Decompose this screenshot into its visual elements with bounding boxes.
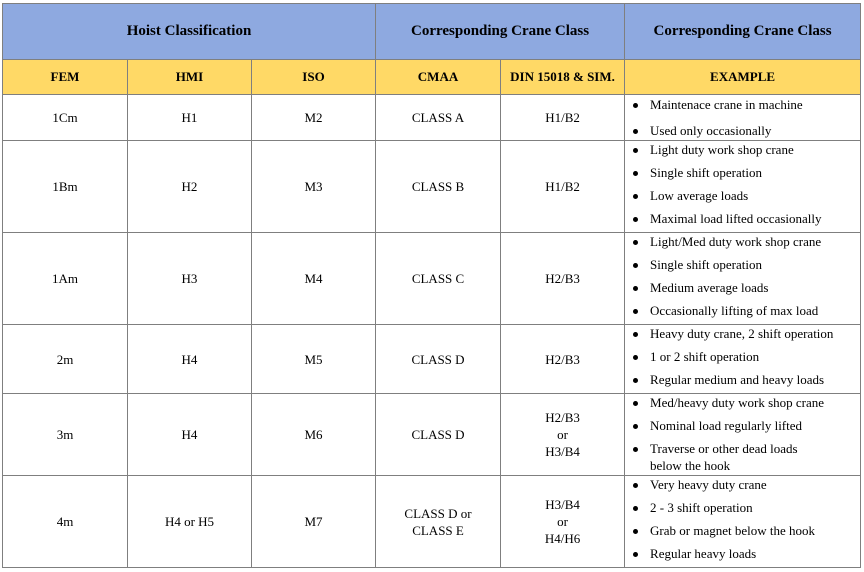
column-header-example: EXAMPLE	[625, 60, 861, 95]
cell-din	[501, 394, 625, 476]
cell-hmi: H3	[128, 233, 252, 325]
cmaa-line: CLASS D or	[404, 505, 472, 521]
column-header-fem: FEM	[3, 60, 128, 95]
list-item: Regular heavy loads	[633, 546, 860, 562]
cell-iso: M3	[252, 141, 376, 233]
cell-cmaa: CLASS D	[376, 325, 501, 394]
cell-example	[625, 233, 861, 325]
din-line: H3/B4	[545, 444, 580, 459]
list-item: Light duty work shop crane	[633, 142, 860, 158]
list-item: Low average loads	[633, 188, 860, 204]
cell-cmaa: CLASS C	[376, 233, 501, 325]
cell-cmaa: CLASS B	[376, 141, 501, 233]
list-item: Single shift operation	[633, 165, 860, 181]
cell-iso: M7	[252, 476, 376, 568]
table-row	[3, 476, 861, 568]
list-item-continuation: below the hook	[650, 458, 731, 473]
cell-example	[625, 95, 861, 141]
list-item: Heavy duty crane, 2 shift operation	[633, 326, 860, 342]
crane-class-example-header: Corresponding Crane Class	[625, 4, 861, 60]
cell-iso: M4	[252, 233, 376, 325]
table-row	[3, 233, 861, 325]
cell-fem: 1Am	[3, 233, 128, 325]
din-line: H2/B3	[545, 410, 580, 425]
list-item: 1 or 2 shift operation	[633, 349, 860, 365]
crane-class-header: Corresponding Crane Class	[376, 4, 625, 60]
din-line: or	[557, 514, 568, 529]
crane-classification-table	[2, 3, 861, 568]
list-item: Very heavy duty crane	[633, 477, 860, 493]
din-line: or	[557, 427, 568, 442]
list-item: Med/heavy duty work shop crane	[633, 395, 860, 411]
cell-fem: 2m	[3, 325, 128, 394]
cell-iso: M5	[252, 325, 376, 394]
column-header-din: DIN 15018 & SIM.	[501, 60, 625, 95]
table-row	[3, 325, 861, 394]
cell-hmi: H4	[128, 394, 252, 476]
cell-cmaa	[376, 476, 501, 568]
list-item: Maximal load lifted occasionally	[633, 211, 860, 227]
list-item: Nominal load regularly lifted	[633, 418, 860, 434]
cell-din: H2/B3	[501, 325, 625, 394]
cell-cmaa: CLASS A	[376, 95, 501, 141]
cell-hmi: H1	[128, 95, 252, 141]
list-item: Grab or magnet below the hook	[633, 523, 860, 539]
cell-din	[501, 476, 625, 568]
list-item: Medium average loads	[633, 280, 860, 296]
list-item: Single shift operation	[633, 257, 860, 273]
cell-din: H1/B2	[501, 95, 625, 141]
list-item: Regular medium and heavy loads	[633, 372, 860, 388]
column-header-hmi: HMI	[128, 60, 252, 95]
table-row	[3, 141, 861, 233]
list-item: Traverse or other dead loads	[633, 441, 860, 457]
list-item: Used only occasionally	[633, 123, 860, 139]
list-item: Occasionally lifting of max load	[633, 303, 860, 319]
column-header-cmaa: CMAA	[376, 60, 501, 95]
column-header-iso: ISO	[252, 60, 376, 95]
cell-example	[625, 141, 861, 233]
cell-example	[625, 394, 861, 476]
cell-example	[625, 476, 861, 568]
din-line: H4/H6	[544, 531, 581, 546]
cell-din: H1/B2	[501, 141, 625, 233]
cell-iso: M2	[252, 95, 376, 141]
column-header-row	[3, 60, 861, 95]
cell-fem: 1Cm	[3, 95, 128, 141]
table-row	[3, 394, 861, 476]
cmaa-line: CLASS E	[412, 522, 464, 538]
cell-hmi: H4 or H5	[128, 476, 252, 568]
hoist-classification-header: Hoist Classification	[3, 4, 376, 60]
table-row	[3, 95, 861, 141]
cell-fem: 4m	[3, 476, 128, 568]
cell-cmaa: CLASS D	[376, 394, 501, 476]
cell-example	[625, 325, 861, 394]
din-line: H3/B4	[545, 497, 580, 512]
cell-hmi: H2	[128, 141, 252, 233]
list-item: 2 - 3 shift operation	[633, 500, 860, 516]
group-header-row	[3, 4, 861, 60]
cell-iso: M6	[252, 394, 376, 476]
list-item: Light/Med duty work shop crane	[633, 234, 860, 250]
cell-fem: 3m	[3, 394, 128, 476]
cell-din: H2/B3	[501, 233, 625, 325]
cell-hmi: H4	[128, 325, 252, 394]
cell-fem: 1Bm	[3, 141, 128, 233]
list-item: Maintenace crane in machine	[633, 97, 860, 113]
